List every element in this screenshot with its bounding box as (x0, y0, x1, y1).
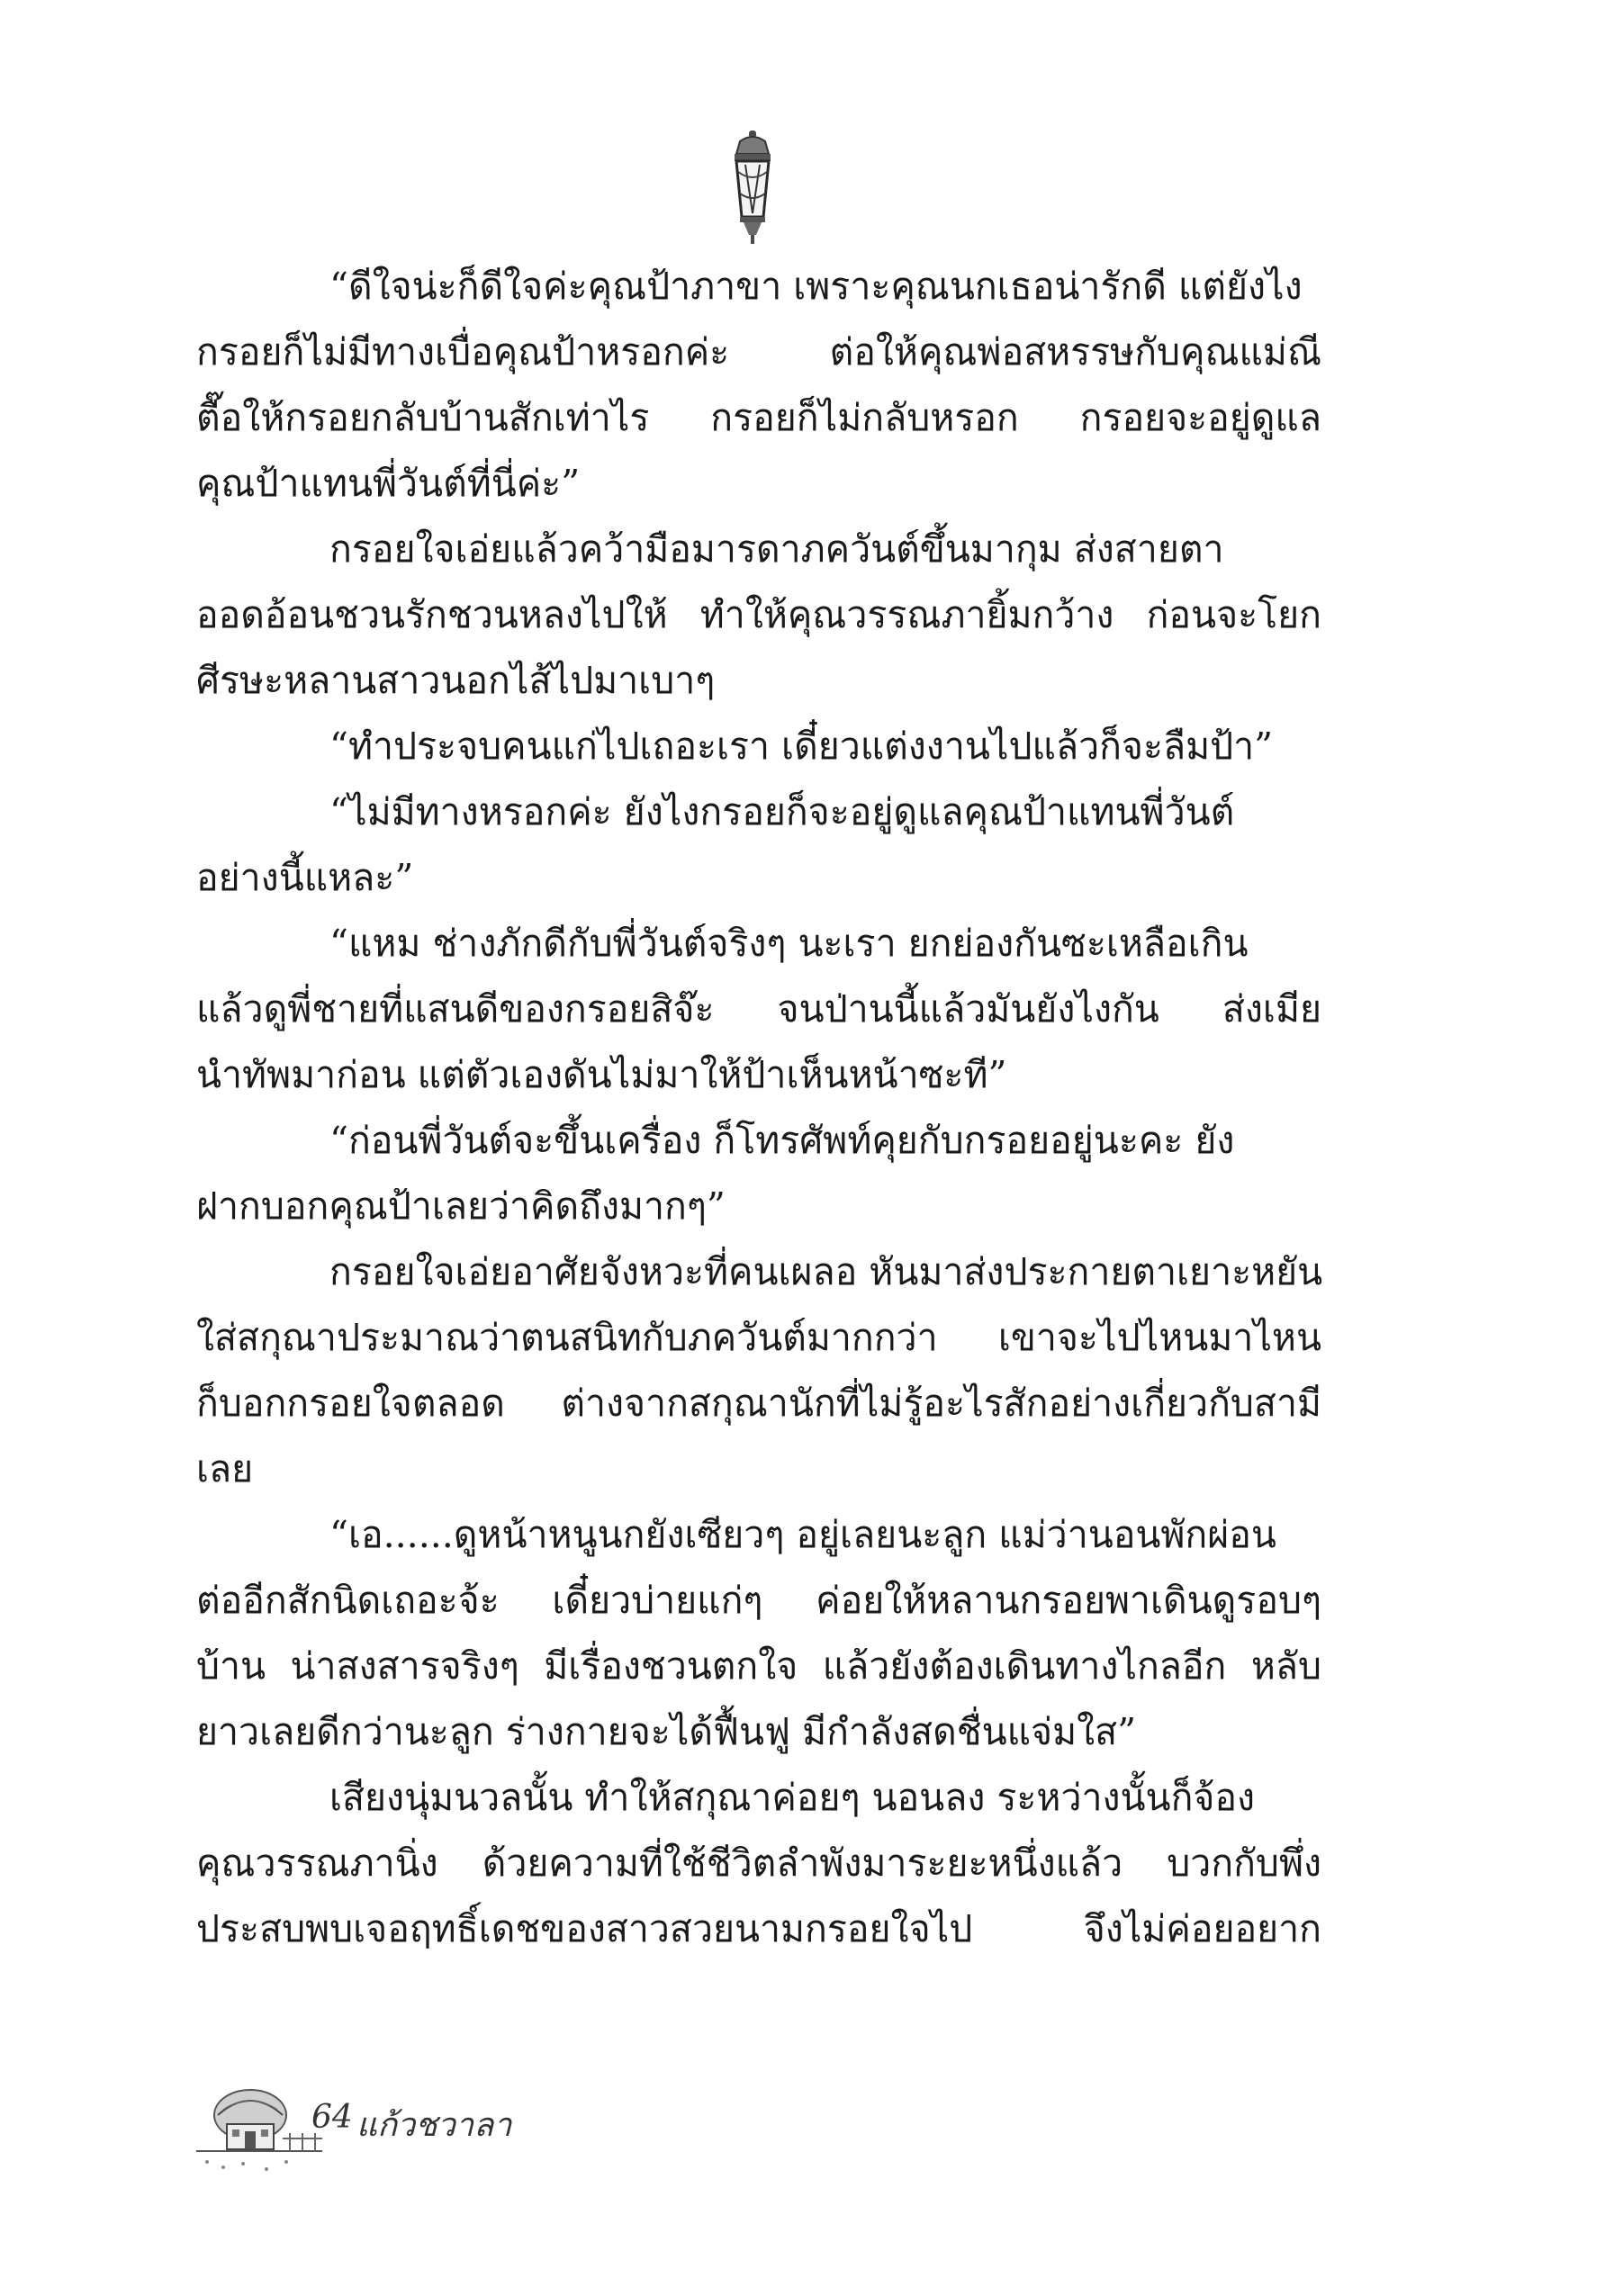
page-number: 64 (311, 2099, 353, 2136)
text-line: ก็บอกกรอยใจตลอด ต่างจากสกุณานักที่ไม่รู้อะไรสักอย่างเกี่ยวกับสามี (196, 1382, 1321, 1425)
text-line: คุณป้าแทนพี่วันต์ที่นี่ค่ะ” (196, 462, 581, 505)
text-line: ฝากบอกคุณป้าเลยว่าคิดถึงมากๆ” (196, 1184, 726, 1228)
text-line: ออดอ้อนชวนรักชวนหลงไปให้ ทำให้คุณวรรณภายิ้มกว้าง ก่อนจะโยก (196, 593, 1321, 636)
text-line: “ก่อนพี่วันต์จะขึ้นเครื่อง ก็โทรศัพท์คุยกับกรอยอยู่นะคะ ยัง (329, 1119, 1235, 1162)
text-line: เสียงนุ่มนวลนั้น ทำให้สกุณาค่อยๆ นอนลง ระหว่างนั้นก็จ้อง (329, 1776, 1256, 1819)
text-line: บ้าน น่าสงสารจริงๆ มีเรื่องชวนตกใจ แล้วยังต้องเดินทางไกลอีก หลับ (196, 1644, 1321, 1688)
text-line: นำทัพมาก่อน แต่ตัวเองดันไม่มาให้ป้าเห็นหน้าซะที” (196, 1053, 1007, 1096)
text-line: ประสบพบเจอฤทธิ์เดชของสาวสวยนามกรอยใจไป จึงไม่ค่อยอยาก (196, 1907, 1321, 1950)
book-title: แก้วชวาลา (356, 2107, 512, 2144)
text-line: ต่ออีกสักนิดเถอะจ้ะ เดี๋ยวบ่ายแก่ๆ ค่อยให้หลานกรอยพาเดินดูรอบๆ (196, 1579, 1321, 1622)
text-line: “ดีใจน่ะก็ดีใจค่ะคุณป้าภาขา เพราะคุณนกเธอน่ารักดี แต่ยังไง (329, 265, 1303, 308)
text-line: คุณวรรณภานิ่ง ด้วยความที่ใช้ชีวิตลำพังมาระยะหนึ่งแล้ว บวกกับพึ่ง (196, 1841, 1321, 1885)
text-line: “ทำประจบคนแก่ไปเถอะเรา เดี๋ยวแต่งงานไปแล้วก็จะลืมป้า” (329, 725, 1274, 768)
text-line: “แหม ช่างภักดีกับพี่วันต์จริงๆ นะเรา ยกย่องกันซะเหลือเกิน (329, 922, 1249, 965)
text-line: ตื๊อให้กรอยกลับบ้านสักเท่าไร กรอยก็ไม่กลับหรอก กรอยจะอยู่ดูแล (196, 396, 1321, 439)
lantern-ornament-icon (727, 131, 778, 246)
text-line: กรอยใจเอ่ยอาศัยจังหวะที่คนเผลอ หันมาส่งประกายตาเยาะหยัน (329, 1250, 1323, 1293)
text-line: อย่างนี้แหละ” (196, 856, 414, 899)
text-line: แล้วดูพี่ชายที่แสนดีของกรอยสิจ๊ะ จนป่านนี้แล้วมันยังไงกัน ส่งเมีย (196, 987, 1321, 1031)
text-line: “ไม่มีทางหรอกค่ะ ยังไงกรอยก็จะอยู่ดูแลคุณป้าแทนพี่วันต์ (329, 790, 1235, 833)
text-line: ยาวเลยดีกว่านะลูก ร่างกายจะได้ฟื้นฟู มีกำลังสดชื่นแจ่มใส” (196, 1710, 1137, 1753)
text-line: ศีรษะหลานสาวนอกไส้ไปมาเบาๆ (196, 659, 716, 702)
page-body (196, 254, 1321, 1962)
text-line: กรอยก็ไม่มีทางเบื่อคุณป้าหรอกค่ะ ต่อให้คุณพ่อสหรรษกับคุณแม่ณี (196, 330, 1321, 374)
text-line: กรอยใจเอ่ยแล้วคว้ามือมารดาภควันต์ขึ้นมากุม ส่งสายตา (329, 527, 1224, 571)
text-line: “เอ......ดูหน้าหนูนกยังเซียวๆ อยู่เลยนะลูก แม่ว่านอนพักผ่อน (329, 1513, 1276, 1556)
cottage-illustration-icon (196, 2079, 322, 2178)
text-line: ใส่สกุณาประมาณว่าตนสนิทกับภควันต์มากกว่า เขาจะไปไหนมาไหน (196, 1316, 1321, 1359)
page-footer (196, 2079, 556, 2178)
text-line: เลย (196, 1447, 254, 1490)
